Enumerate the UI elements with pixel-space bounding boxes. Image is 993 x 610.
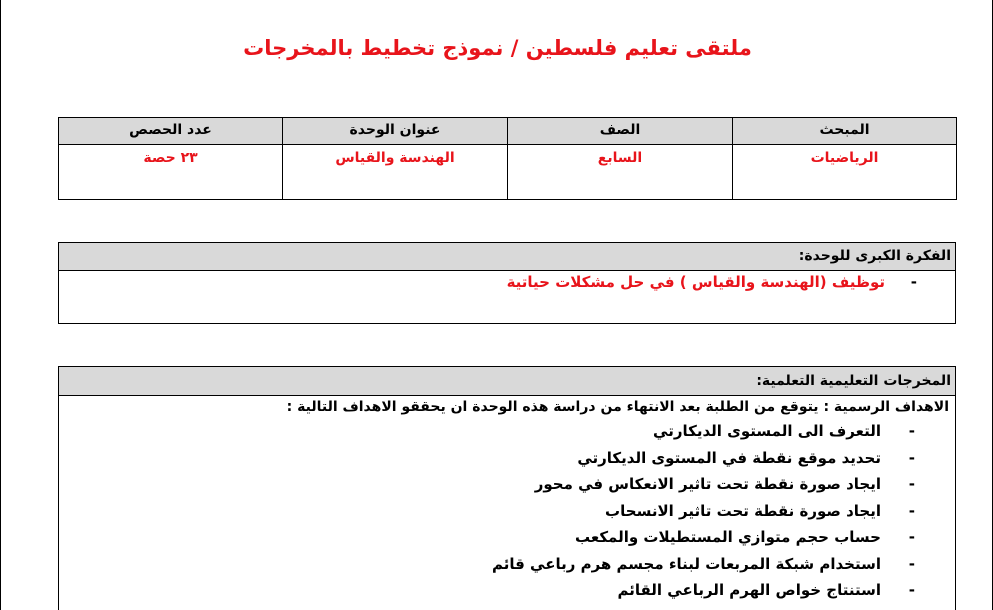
goal-text: حساب حجم متوازي المستطيلات والمكعب	[574, 528, 881, 546]
goal-text: استنتاج خواص الهرم الرباعي القائم	[617, 581, 881, 599]
goal-item	[59, 498, 955, 525]
goal-text: التعرف الى المستوى الديكارتي	[653, 422, 881, 440]
value-unit-title: الهندسة والقياس	[283, 145, 508, 200]
goal-item	[59, 471, 955, 498]
header-lesson-count: عدد الحصص	[59, 118, 283, 145]
bullet-dash: -	[908, 528, 915, 546]
bullet-dash: -	[908, 554, 915, 573]
goal-text: ايجاد صورة نقطة تحت تاثير الانعكاس في محور	[534, 475, 881, 493]
goal-item	[59, 577, 955, 604]
outcomes-intro: الاهداف الرسمية : يتوقع من الطلبة بعد الانتهاء من دراسة هذه الوحدة ان يحققو الاهداف التالية :	[286, 399, 949, 415]
header-grade: الصف	[508, 118, 733, 145]
header-subject: المبحث	[733, 118, 957, 145]
bullet-dash: -	[910, 273, 917, 291]
big-idea-label: الفكرة الكبرى للوحدة:	[59, 243, 955, 271]
bullet-dash: -	[908, 448, 915, 467]
big-idea-section	[58, 242, 956, 324]
unit-info-header-row	[59, 118, 957, 145]
value-lesson-count: ٢٣ حصة	[59, 145, 283, 200]
goal-item	[59, 524, 955, 551]
goal-item	[59, 418, 955, 445]
goal-item	[59, 445, 955, 472]
bullet-dash: -	[908, 422, 915, 440]
value-subject: الرياضيات	[733, 145, 957, 200]
page-title: ملتقى تعليم فلسطين / نموذج تخطيط بالمخرجات	[243, 36, 752, 60]
goal-item	[59, 551, 955, 578]
big-idea-text: توظيف (الهندسة والقياس ) في حل مشكلات حياتية	[506, 273, 885, 291]
bullet-dash: -	[908, 475, 915, 493]
bullet-dash: -	[908, 581, 915, 599]
bullet-dash: -	[908, 501, 915, 520]
unit-info-value-row	[59, 145, 957, 200]
learning-outcomes-section	[58, 366, 956, 610]
learning-outcomes-label: المخرجات التعليمية التعلمية:	[59, 367, 955, 396]
header-unit-title: عنوان الوحدة	[283, 118, 508, 145]
big-idea-item	[59, 271, 955, 292]
goal-text: ايجاد صورة نقطة تحت تاثير الانسحاب	[605, 501, 881, 520]
unit-info-table	[58, 117, 957, 200]
value-grade: السابع	[508, 145, 733, 200]
goal-text: استخدام شبكة المربعات لبناء مجسم هرم رباعي قائم	[491, 554, 881, 573]
goal-text: تحديد موقع نقطة في المستوى الديكارتي	[577, 448, 881, 467]
